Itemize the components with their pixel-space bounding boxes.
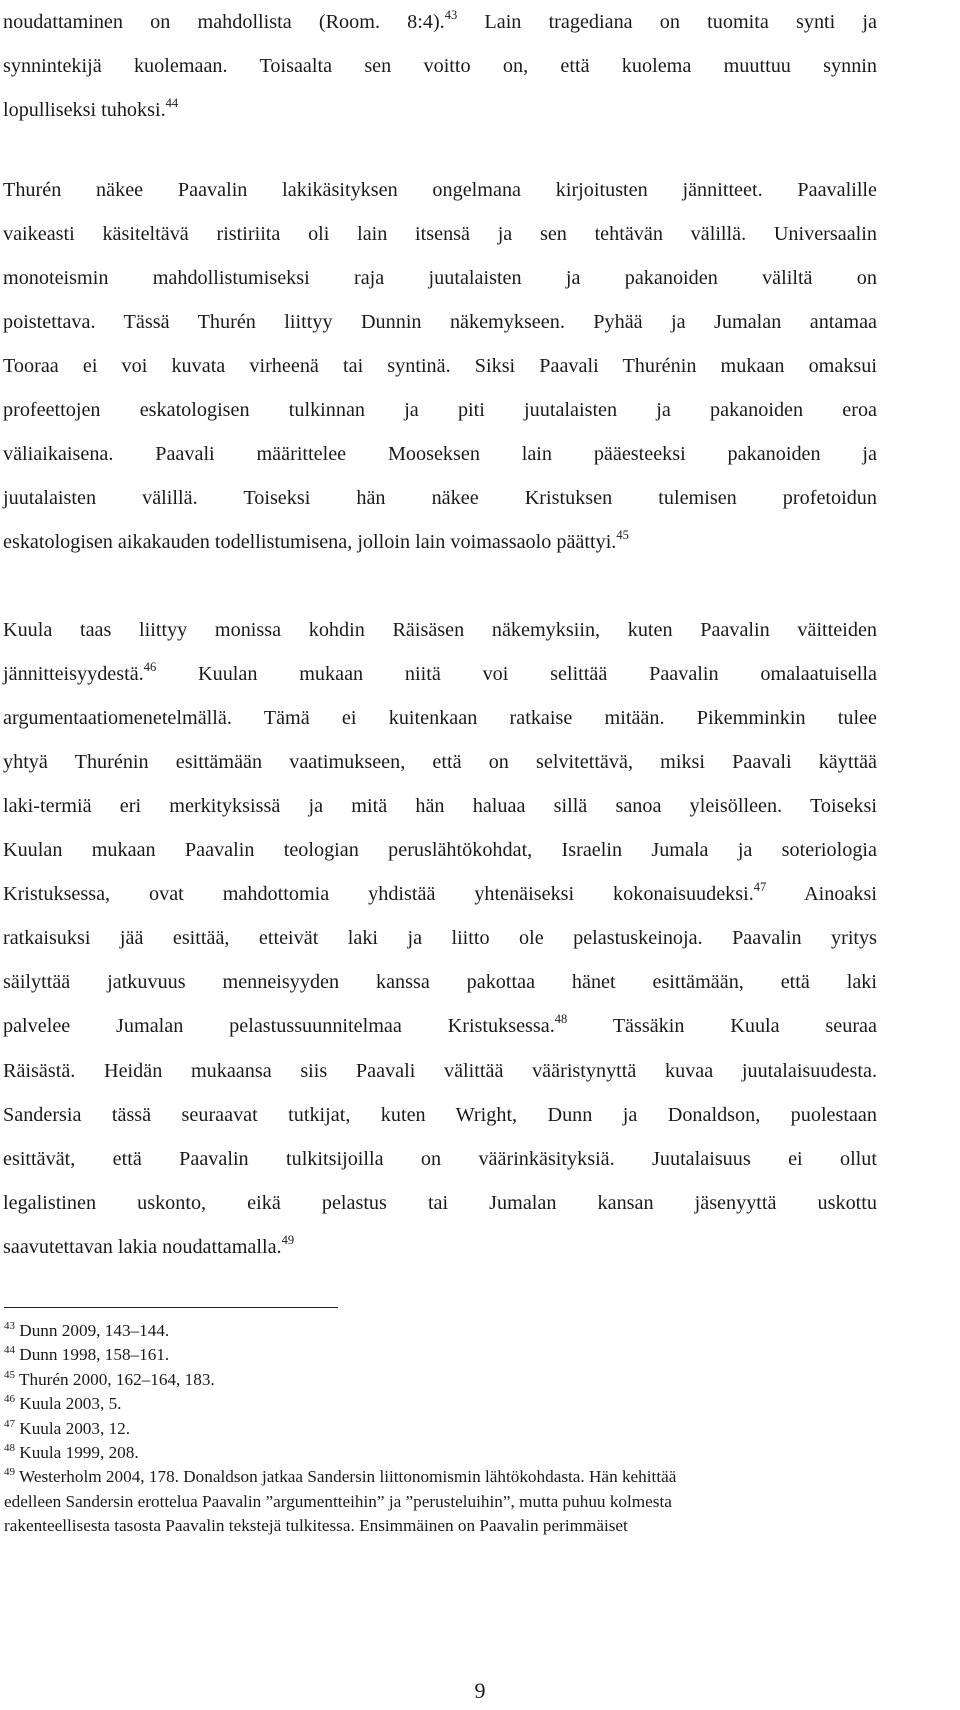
- footnote-reference[interactable]: 45: [616, 528, 629, 543]
- footnote: [4, 1318, 884, 1344]
- footnote-number: 49: [4, 1466, 15, 1479]
- text-line: [3, 610, 877, 650]
- text-line: [3, 90, 877, 130]
- line-text: vaikeasti käsiteltävä ristiriita oli lain itsensä ja sen tehtävän välillä. Universaalin: [3, 223, 877, 246]
- footnote-number: 47: [4, 1417, 15, 1430]
- footnote: [4, 1513, 884, 1539]
- footnote-text: Westerholm 2004, 178. Donaldson jatkaa Sandersin liittonomismin lähtökohdasta. Hän kehittää: [19, 1467, 677, 1487]
- footnote-number: 44: [4, 1344, 15, 1357]
- footnote-text: Kuula 2003, 12.: [19, 1418, 131, 1438]
- footnote-separator: [4, 1307, 338, 1308]
- footnote-number: 43: [4, 1320, 15, 1332]
- line-text: profeettojen eskatologisen tulkinnan ja piti juutalaisten ja pakanoiden eroa: [3, 399, 877, 422]
- line-text: palvelee Jumalan pelastussuunnitelmaa Kristuksessa.: [3, 1015, 555, 1038]
- line-text: jännitteisyydestä.: [3, 663, 144, 686]
- line-text: Kuulan mukaan niitä voi selittää Paavalin omalaatuisella: [156, 663, 877, 686]
- text-line: [3, 302, 877, 342]
- text-line: [3, 434, 877, 474]
- footnote-number: 48: [4, 1442, 15, 1454]
- line-text: Kuula taas liittyy monissa kohdin Räisäsen näkemyksiin, kuten Paavalin väitteiden: [3, 619, 877, 641]
- footnote-reference[interactable]: 43: [444, 8, 458, 22]
- text-line: [3, 214, 877, 254]
- text-line: [3, 786, 877, 826]
- line-text: Ainoaksi: [766, 883, 877, 906]
- footnote: [4, 1489, 884, 1515]
- text-line: [3, 346, 877, 386]
- line-text: saavutettavan lakia noudattamalla.: [3, 1235, 282, 1258]
- footnote-number: 45: [4, 1368, 15, 1381]
- line-text: laki-termiä eri merkityksissä ja mitä hän haluaa sillä sanoa yleisölleen. Toiseksi: [3, 795, 877, 818]
- line-text: Räisästä. Heidän mukaansa siis Paavali välittää vääristynyttä kuvaa juutalaisuudesta.: [3, 1059, 877, 1082]
- text-line: [3, 46, 877, 86]
- footnote-reference[interactable]: 47: [753, 880, 767, 895]
- footnote-text: Thurén 2000, 162–164, 183.: [19, 1369, 215, 1389]
- text-line: [3, 1006, 877, 1046]
- text-line: [3, 522, 877, 562]
- line-text: noudattaminen on mahdollista (Room. 8:4).: [3, 11, 445, 33]
- footnote-reference[interactable]: 46: [143, 660, 157, 675]
- footnote: [4, 1416, 884, 1442]
- footnote-text: rakenteellisesta tasosta Paavalin tekstejä tulkitessa. Ensimmäinen on Paavalin perimmäiset: [4, 1516, 628, 1536]
- footnote-text: Dunn 2009, 143–144.: [19, 1321, 170, 1340]
- footnote-reference[interactable]: 44: [165, 96, 179, 111]
- text-line: [3, 698, 877, 738]
- line-text: synnintekijä kuolemaan. Toisaalta sen voitto on, että kuolema muuttuu synnin: [3, 55, 877, 78]
- text-line: [3, 390, 877, 430]
- footnote: [4, 1342, 884, 1368]
- line-text: väliaikaisena. Paavali määrittelee Mooseksen lain pääesteeksi pakanoiden ja: [3, 443, 877, 466]
- line-text: Kuulan mukaan Paavalin teologian peruslähtökohdat, Israelin Jumala ja soteriologia: [3, 839, 877, 862]
- text-line: [3, 170, 877, 210]
- text-line: [3, 1183, 877, 1223]
- page-number: 9: [474, 1678, 486, 1703]
- line-text: Tässäkin Kuula seuraa: [567, 1015, 877, 1038]
- text-line: [3, 1051, 877, 1091]
- footnote-reference[interactable]: 48: [554, 1012, 568, 1027]
- line-text: esittävät, että Paavalin tulkitsijoilla on väärinkäsityksiä. Juutalaisuus ei ollut: [3, 1147, 877, 1170]
- text-line: [3, 478, 877, 518]
- footnote: [4, 1391, 884, 1417]
- text-line: [3, 830, 877, 870]
- text-line: [3, 918, 877, 958]
- footnote: [4, 1367, 884, 1393]
- line-text: argumentaatiomenetelmällä. Tämä ei kuitenkaan ratkaise mitään. Pikemminkin tulee: [3, 707, 877, 730]
- footnote-text: Kuula 1999, 208.: [19, 1443, 139, 1462]
- text-line: [3, 1139, 877, 1179]
- footnote: [4, 1464, 884, 1490]
- footnote-reference[interactable]: 49: [281, 1232, 295, 1247]
- text-line: [3, 2, 877, 42]
- line-text: ratkaisuksi jää esittää, etteivät laki ja liitto ole pelastuskeinoja. Paavalin yritys: [3, 927, 877, 950]
- line-text: Lain tragediana on tuomita synti ja: [457, 11, 878, 33]
- text-line: [3, 742, 877, 782]
- line-text: poistettava. Tässä Thurén liittyy Dunnin näkemykseen. Pyhää ja Jumalan antamaa: [3, 311, 877, 334]
- footnote-text: edelleen Sandersin erottelua Paavalin ”argumentteihin” ja ”perusteluihin”, mutta puhuu kolmesta: [4, 1491, 672, 1511]
- line-text: Tooraa ei voi kuvata virheenä tai syntinä. Siksi Paavali Thurénin mukaan omaksui: [3, 355, 877, 378]
- footnote: [4, 1440, 884, 1466]
- text-line: [3, 1095, 877, 1135]
- footnote-text: Dunn 1998, 158–161.: [19, 1345, 170, 1365]
- line-text: monoteismin mahdollistumiseksi raja juutalaisten ja pakanoiden väliltä on: [3, 267, 877, 290]
- footnote-number: 46: [4, 1393, 15, 1406]
- line-text: säilyttää jatkuvuus menneisyyden kanssa pakottaa hänet esittämään, että laki: [3, 971, 877, 994]
- line-text: eskatologisen aikakauden todellistumisena, jolloin lain voimassaolo päättyi.: [3, 531, 617, 554]
- line-text: Sandersia tässä seuraavat tutkijat, kuten Wright, Dunn ja Donaldson, puolestaan: [3, 1103, 877, 1126]
- line-text: juutalaisten välillä. Toiseksi hän näkee Kristuksen tulemisen profetoidun: [3, 487, 877, 510]
- line-text: yhtyä Thurénin esittämään vaatimukseen, että on selvitettävä, miksi Paavali käyttää: [3, 751, 877, 774]
- line-text: legalistinen uskonto, eikä pelastus tai Jumalan kansan jäsenyyttä uskottu: [3, 1191, 877, 1214]
- text-line: [3, 1227, 877, 1267]
- line-text: lopulliseksi tuhoksi.: [3, 99, 166, 122]
- text-line: [3, 258, 877, 298]
- text-line: [3, 962, 877, 1002]
- text-line: [3, 654, 877, 694]
- line-text: Kristuksessa, ovat mahdottomia yhdistää yhtenäiseksi kokonaisuudeksi.: [3, 883, 754, 906]
- footnote-text: Kuula 2003, 5.: [19, 1394, 122, 1414]
- line-text: Thurén näkee Paavalin lakikäsityksen ongelmana kirjoitusten jännitteet. Paavalille: [3, 179, 877, 201]
- text-line: [3, 874, 877, 914]
